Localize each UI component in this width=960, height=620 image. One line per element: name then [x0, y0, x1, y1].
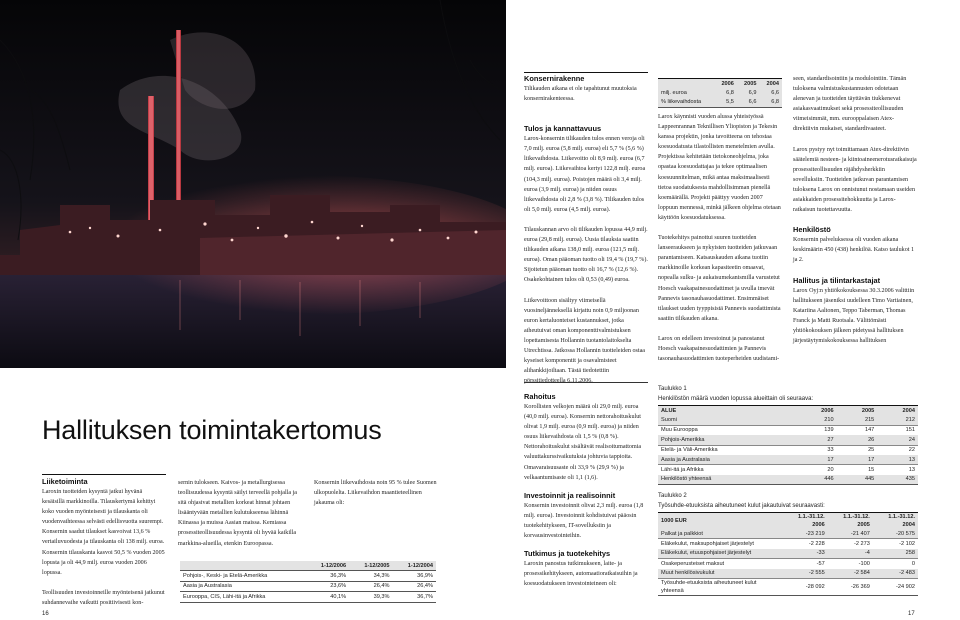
table-cell: 33	[796, 445, 837, 455]
table-cell: 13	[877, 455, 918, 465]
table-cell: Aasia ja Australasia	[658, 455, 796, 465]
table-cell: -24 902	[873, 578, 918, 595]
table-cell: 6,6	[759, 88, 782, 97]
table1-caption: Taulukko 1	[658, 386, 687, 392]
right-col2	[793, 74, 917, 346]
table-cell: 36,9%	[393, 571, 436, 581]
table-cell: 22	[877, 445, 918, 455]
table-row	[658, 88, 782, 97]
heading-rahoitus: Rahoitus	[524, 392, 556, 401]
heading-liiketoiminta: Liiketoiminta	[42, 477, 88, 486]
table2-caption: Taulukko 2	[658, 493, 687, 499]
table-cell: milj. euroa	[658, 88, 714, 97]
table1-subtitle: Henkilöstön määrä vuoden lopussa alueittain oli seuraava:	[658, 396, 814, 402]
table-cell: 445	[837, 475, 878, 485]
table-cell: 2004	[759, 79, 782, 89]
table-row	[180, 581, 436, 591]
table-cell: Palkat ja palkkiot	[658, 529, 783, 539]
table-cell: -33	[783, 549, 828, 559]
industrial-night-photo	[0, 0, 506, 368]
table-row	[658, 549, 918, 559]
paragraph: Korollisten velkojen määrä oli 29,0 milj. euroa (40,0 milj. euroa). Konsernin nettorahoituskulut olivat 1,9 milj. euroa (0,9 milj. euroa) ja niiden osuus liikevaihdosta oli 1,5 % (0,8 %). Nettorahoituskulut sisältävät realisoitumattomia valuuttakurssivaikutuksia johtuvia tappioita. Omavaraisuusaste oli 33,9 % (29,9 %) ja velkaantumisaste oli 1,1 (1,6).	[524, 404, 642, 481]
table-cell: 6,6	[737, 98, 760, 108]
table-cell: Etelä- ja Väli-Amerikka	[658, 445, 796, 455]
staff-by-region-table	[658, 405, 918, 485]
table-cell: Lähi-itä ja Afrikka	[658, 465, 796, 475]
paragraph: Larox on edelleen investoinut ja panostanut Hoesch vaakapainesuodattimien ja Pannevis tasonauhasuodattimien tuoteperheiden uudistami-	[658, 335, 780, 363]
paragraph: Konsernin liikevaihdosta noin 95 % tulee Suomen ulkopuolelta. Liikevaihdon maantieteellinen jakauma oli:	[314, 480, 437, 507]
table-cell: 17	[796, 455, 837, 465]
table-cell: 2006	[714, 79, 737, 89]
table-cell: 40,1%	[306, 592, 349, 602]
table-cell: 6,9	[737, 88, 760, 97]
paragraph: Larox-konsernin tilikauden tulos ennen veroja oli 7,0 milj. euroa (5,8 milj. euroa) eli 5,7 % (5,6 %) liikevaihdosta. Liikevoitto oli 8,9 milj. euroa (6,7 milj. euroa). Liikevaihtoa kertyi 122,8 milj. euroa (104,3 milj. euroa). Poistojen määrä oli 3,4 milj. euroa (3,9 milj. euroa) ja niiden osuus liikevaihdosta oli 2,8 % (3,8 %). Tilikauden tulos oli 5,0 milj. euroa (4,5 milj. euroa).	[524, 136, 646, 213]
table-cell: Eläkekulut, etuuspohjaiset järjestelyt	[658, 549, 783, 559]
table-cell: -28 092	[783, 578, 828, 595]
heading-hallitus: Hallitus ja tilintarkastajat	[793, 275, 881, 285]
table-cell: 1-12/2004	[393, 561, 436, 571]
paragraph: Tilikauden aikana ei ole tapahtunut muutoksia konsernirakenteessa.	[524, 86, 637, 103]
table-row	[658, 98, 782, 108]
table-cell: 215	[837, 415, 878, 425]
table-cell: Eläkekulut, maksupohjaiset järjestelyt	[658, 539, 783, 549]
table-cell: 147	[837, 425, 878, 435]
table-row	[180, 592, 436, 602]
table-cell: -57	[783, 559, 828, 569]
table-cell: -2 228	[783, 539, 828, 549]
table-header-row	[180, 561, 436, 571]
table-cell: 17	[837, 455, 878, 465]
table-cell: % liikevaihdosta	[658, 98, 714, 108]
paragraph: Laroxin tuotteiden kysyntä jatkui hyvänä kesäisillä markkinoilla. Tilauskertymä kehittyi koko vuoden myönteisesti ja tilauskanta oli vuodenvaihteessa selvästi edellisvuotta suurempi. Konsernin saadut tilaukset kasvoivat 13,6 % vertailuvuodesta ja tilauskanta oli 138 milj. euroa. Konsernin tilauskanta kasvoi 50,5 % vuoden 2005 lopusta ja oli 44,9 milj. euroa vuoden 2006 lopussa.	[42, 489, 165, 576]
table-cell: -100	[828, 559, 873, 569]
heading-tutkimus: Tutkimus ja tuotekehitys	[524, 549, 611, 559]
table-cell: 15	[837, 465, 878, 475]
table-cell: 435	[877, 475, 918, 485]
table-row	[180, 571, 436, 581]
right-col1	[658, 112, 782, 364]
section-rule	[524, 382, 648, 383]
table-cell: Osakeperusteiset maksut	[658, 559, 783, 569]
table-total-row	[658, 578, 918, 595]
table-cell: -2 102	[873, 539, 918, 549]
table-cell: 13	[877, 465, 918, 475]
section-rule	[42, 474, 166, 475]
table-row	[658, 539, 918, 549]
table-row	[658, 569, 918, 579]
employee-benefits-table	[658, 512, 918, 596]
table-cell: Työsuhde-etuuksista aiheutuneet kulut yhteensä	[658, 578, 783, 595]
table-cell: -2 483	[873, 569, 918, 579]
table-cell: 2005	[737, 79, 760, 89]
table-row	[658, 559, 918, 569]
table-cell: 34,3%	[349, 571, 392, 581]
mid-col-bottom	[524, 392, 648, 589]
paragraph: Teollisuuden investoinneille myönteisenä jatkunut suhdannevaihe vaikutti positiivisesti kon-	[42, 589, 165, 606]
table-cell	[180, 561, 306, 571]
table-cell: Muu Eurooppa	[658, 425, 796, 435]
paragraph: Konsernin palveluksessa oli vuoden aikana keskimäärin 450 (438) henkilöä. Katso taulukot 1 ja 2.	[793, 237, 915, 264]
table-header-row	[658, 513, 918, 530]
table-cell: Muut henkilösivukulut	[658, 569, 783, 579]
table-cell: 139	[796, 425, 837, 435]
table-row	[658, 455, 918, 465]
table-row	[658, 465, 918, 475]
paragraph: Larox Oyj:n yhtiökokouksessa 30.3.2006 valittiin hallitukseen jäseniksi uudelleen Timo Vartiainen, Katariina Aaltonen, Teppo Taberman, Thomas Franck ja Matti Ruotsala. Välittömästi yhtiökokouksen jälkeen pidetyssä hallituksen järjestäytymiskokouksessa hallituksen	[793, 287, 915, 344]
table-total-row	[658, 475, 918, 485]
table-cell: 210	[796, 415, 837, 425]
page-title: Hallituksen toimintakertomus	[42, 415, 382, 445]
table-cell: -2 584	[828, 569, 873, 579]
table-cell: -4	[828, 549, 873, 559]
table-cell	[658, 79, 714, 89]
table-cell: -20 575	[873, 529, 918, 539]
table-row	[658, 425, 918, 435]
paragraph: sernin tulokseen. Kaivos- ja metallurgisessa teollisuudessa kysyntä säilyi terveellä pohjalla ja sitä ohjasivat metallien korkeat hinnat johtaen lisääntyvään metallien kulutukseensa lähinnä Kiinassa ja muissa Aasian maissa. Kemiassa prosessiteollisuudessa kysyntä oli hyvää kaikilla markkina-alueilla, etenkin Euroopassa.	[178, 480, 297, 547]
table-cell: ALUE	[658, 406, 796, 416]
paragraph: Larox käynnisti vuoden alussa yhteistyössä Lappeenrannan Teknillisen Yliopiston ja Tekesin kanssa projektin, jonka tavoitteena on tehostaa koesuodatusta tilastollisten menetelmien avulla. Projektissa kehitetään tietokoneohjelma, joka opastaa koesuodattajaa ja tekee optimaalisen koesuunnitelman, mikä antaa maksimaalisesti tietoa suodatuksesta mahdollisimman pienellä koemäärällä. Projekti päättyy vuoden 2007 loppuun mennessä, minkä jälkeen ohjelma otetaan käyttöön koesuodatuksessa.	[658, 114, 781, 221]
section-rule	[524, 72, 648, 73]
paragraph: Liikevoittoon sisältyy viimeisellä vuosineljänneksellä kirjattu noin 0,9 miljoonan euron kertaluonteiset kustannukset, jotka aiheutuivat oman komponenttivalmistuksen lopettamisesta Hollannin tuotantolaitokselta Utrechtissa. Jatkossa Hollannin tuotteleiden ostaa kyseiset komponentit ja osavalmisteet alihankkijoiltaan. Tästä tiedotettiin pörssitiedotteella 6.11.2006.	[524, 297, 646, 385]
table-cell: Eurooppa, CIS, Lähi-itä ja Afrikka	[180, 592, 306, 602]
paragraph: Tuotekehitys painottui suuren tuotteiden lanseeraukseen ja nykyisten tuotteiden jatkuvaan parantamiseen. Katsauskauden aikana tuotiin markkinoille korkean kapasiteetin omaavat, nopealla sulku- ja aukaisumekanismilla varustetut Hoesch vaakapainesuodattimet ja uvulla imevät Pannevis tasonauhasuodattimet. Ensimmäiset tilaukset uuden tyyppisistä Pannevis suodattimista saatiin tilikauden aikana.	[658, 235, 781, 322]
table-cell: 1.1.-31.12. 2005	[828, 513, 873, 530]
table-cell: 446	[796, 475, 837, 485]
table-cell: 25	[837, 445, 878, 455]
table-cell: 26	[837, 435, 878, 445]
table-cell: Aasia ja Australasia	[180, 581, 306, 591]
paragraph: Larox pystyy nyt toimittamaan Atex-direktiivin säätelemiä nesteen- ja kiintoaineenerotusratkaisuja prosessiteollisuuden räjähdysherkkiin sovelluksiin. Tuotteiden jatkuvan parantamisen tuloksena Larox on onnistunut nostamaan useiden asiakkaiden prosessitehokkuutta ja Larox-ratkaisun tuotettavuutta.	[793, 146, 917, 214]
table-cell: 27	[796, 435, 837, 445]
table-cell: -23 219	[783, 529, 828, 539]
table-header-row	[658, 406, 918, 416]
heading-investoinnit: Investoinnit ja realisoinnit	[524, 490, 616, 500]
table-cell: 24	[877, 435, 918, 445]
table-row	[658, 415, 918, 425]
left-col1	[42, 477, 166, 608]
table-cell: 212	[877, 415, 918, 425]
table-cell: 1.1.-31.12. 2004	[873, 513, 918, 530]
page-number-left: 16	[42, 611, 49, 617]
table-cell: 1-12/2005	[349, 561, 392, 571]
table-cell: 36,3%	[306, 571, 349, 581]
paragraph: Konsernin investoinnit olivat 2,3 milj. euroa (1,8 milj. euroa). Investoinnit kohdistuivat pääosin tuotekehitykseen, IT-sovelluksiin ja korvausinvestointeihin.	[524, 502, 644, 540]
table2-subtitle: Työsuhde-etuuksista aiheutuneet kulut jakautuivat seuraavasti:	[658, 503, 825, 509]
table-cell: 36,7%	[393, 592, 436, 602]
page-number-right: 17	[908, 611, 915, 617]
paragraph: Laroxin panostus tutkimukseen, laite- ja prosessikehitykseen, automaatioratkaisuihin ja koesuodatukseen investointeineen oli:	[524, 561, 638, 588]
table-cell: -26 369	[828, 578, 873, 595]
table-cell: Henkilöstö yhteensä	[658, 475, 796, 485]
paragraph: seen, standardisointiin ja modulointiin. Tämän tuloksena valmistuskustannusten odotetaan alenevan ja tuotteiden täyttävän tiukkenevat asiakasvaatimukset sekä prosessiteollisuuden viimeisimmät, mm. eurooppalaisen Atex-direktiivin mukaiset, standardivaateet.	[793, 76, 907, 133]
table-cell: 6,8	[759, 98, 782, 108]
table-cell: -2 273	[828, 539, 873, 549]
left-col2	[178, 478, 302, 549]
heading-henkilosto: Henkilöstö	[793, 225, 831, 235]
heading-konsernirakenne: Konsernirakenne	[524, 74, 585, 83]
mid-col-top	[524, 74, 648, 386]
table-cell: 2005	[837, 406, 878, 416]
table-cell: Pohjois-Amerikka	[658, 435, 796, 445]
table-cell: 1000 EUR	[658, 513, 783, 530]
table-cell: 2004	[877, 406, 918, 416]
table-cell: 0	[873, 559, 918, 569]
table-cell: 26,4%	[349, 581, 392, 591]
table-cell: -21 407	[828, 529, 873, 539]
table-cell: Suomi	[658, 415, 796, 425]
table-cell: 23,6%	[306, 581, 349, 591]
left-col3	[314, 478, 438, 508]
geo-distribution-table	[180, 561, 436, 603]
table-cell: 1-12/2006	[306, 561, 349, 571]
table-cell: -2 555	[783, 569, 828, 579]
table-cell: 258	[873, 549, 918, 559]
table-cell: 39,3%	[349, 592, 392, 602]
table-cell: 2006	[796, 406, 837, 416]
table-row	[658, 529, 918, 539]
table-row	[658, 445, 918, 455]
table-row	[658, 435, 918, 445]
table-cell: 26,4%	[393, 581, 436, 591]
table-cell: 5,5	[714, 98, 737, 108]
table-cell: 1.1.-31.12. 2006	[783, 513, 828, 530]
table-cell: 20	[796, 465, 837, 475]
table-cell: 151	[877, 425, 918, 435]
heading-tulos: Tulos ja kannattavuus	[524, 124, 602, 134]
table-cell: 6,8	[714, 88, 737, 97]
paragraph: Tilauskannan arvo oli tilikauden lopussa 44,9 milj. euroa (29,8 milj. euroa). Uusia tilauksia saatiin tilikauden aikana 138,0 milj. euroa (121,5 milj. euroa). Oman pääoman tuotto oli 19,4 % (19,7 %). Sijoitetun pääoman tuotto oli 16,7 % (12,6 %). Osakekohtainen tulos oli 0,53 (0,49) euroa.	[524, 226, 648, 284]
table-cell: Pohjois-, Keski- ja Etelä-Amerikka	[180, 571, 306, 581]
table-header-row	[658, 79, 782, 89]
rd-investment-table	[658, 78, 782, 108]
